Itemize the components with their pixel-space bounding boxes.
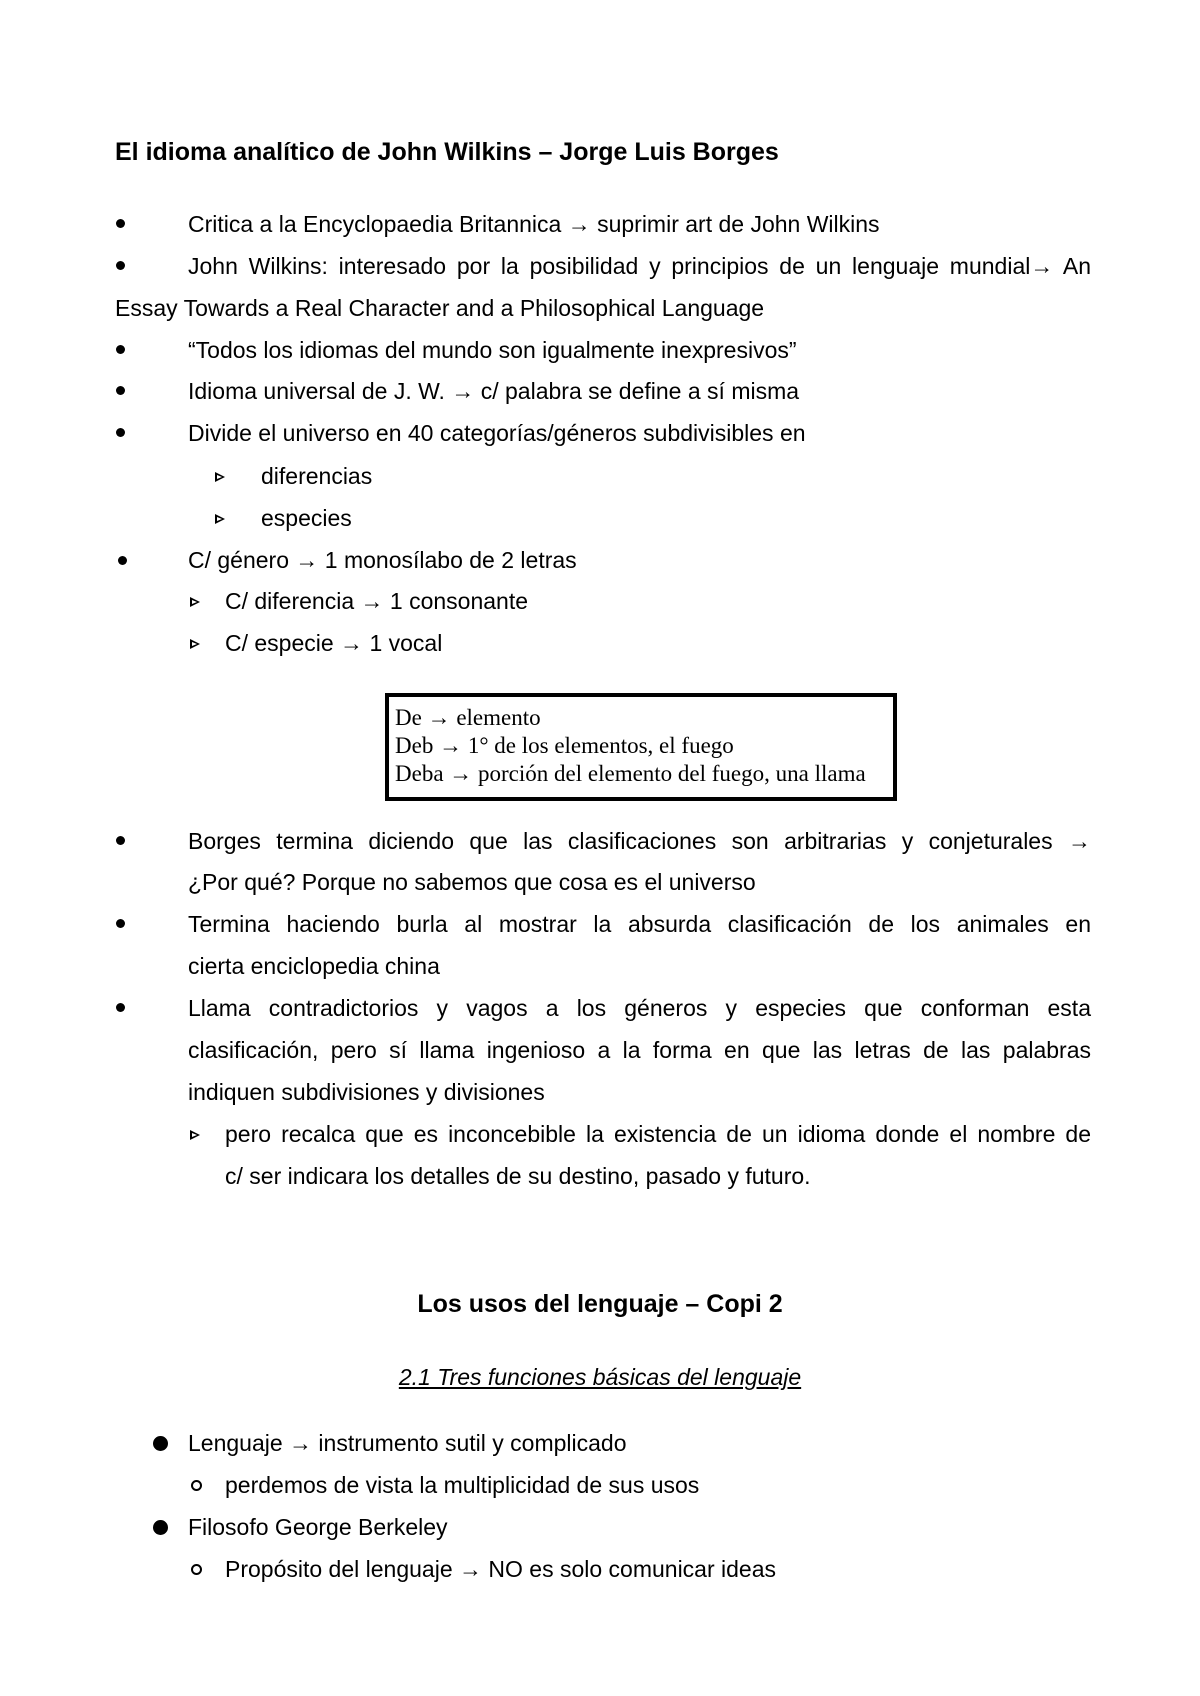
triangle-bullet-icon — [190, 639, 200, 649]
list-item: Termina haciendo burla al mostrar la absurda clasificación de los animales en — [188, 911, 1091, 937]
sub-list-item: Propósito del lenguaje → NO es solo comunicar ideas — [225, 1556, 777, 1582]
box-line: Deba → porción del elemento del fuego, una llama — [395, 761, 866, 786]
list-item: “Todos los idiomas del mundo son igualmente inexpresivos” — [188, 337, 797, 363]
section-title-borges: El idioma analítico de John Wilkins – Jorge Luis Borges — [115, 138, 779, 166]
example-box — [385, 693, 897, 801]
list-item: John Wilkins: interesado por la posibilidad y principios de un lenguaje mundial→ An — [188, 253, 1091, 279]
list-item-continuation: clasificación, pero sí llama ingenioso a la forma en que las letras de las palabras — [188, 1037, 1091, 1063]
bullet-dot — [116, 919, 125, 928]
section-subtitle: 2.1 Tres funciones básicas del lenguaje — [398, 1364, 802, 1390]
triangle-bullet-icon — [190, 597, 200, 607]
bullet-dot — [153, 1436, 168, 1451]
bullet-dot — [116, 1003, 125, 1012]
list-item-continuation: Essay Towards a Real Character and a Philosophical Language — [115, 295, 765, 321]
circle-bullet-icon — [191, 1480, 202, 1491]
sub-list-item: perdemos de vista la multiplicidad de sus usos — [225, 1472, 700, 1498]
box-line: De → elemento — [395, 705, 541, 730]
list-item-continuation: ¿Por qué? Porque no sabemos que cosa es el universo — [188, 869, 756, 895]
list-item: Idioma universal de J. W. → c/ palabra se define a sí misma — [188, 378, 800, 404]
sub-list-item: C/ diferencia → 1 consonante — [225, 588, 529, 614]
list-item: Lenguaje → instrumento sutil y complicado — [188, 1430, 627, 1456]
bullet-dot — [153, 1520, 168, 1535]
list-item-continuation: cierta enciclopedia china — [188, 953, 440, 979]
bullet-dot — [116, 261, 125, 270]
bullet-dot — [118, 556, 127, 565]
triangle-bullet-icon — [215, 514, 225, 524]
list-item: Borges termina diciendo que las clasificaciones son arbitrarias y conjeturales → — [188, 828, 1091, 854]
section-title-copi: Los usos del lenguaje – Copi 2 — [417, 1290, 783, 1318]
list-item: Critica a la Encyclopaedia Britannica → suprimir art de John Wilkins — [188, 211, 880, 237]
sub-list-item: diferencias — [261, 463, 373, 489]
list-item: Llama contradictorios y vagos a los géneros y especies que conforman esta — [188, 995, 1091, 1021]
list-item-continuation: indiquen subdivisiones y divisiones — [188, 1079, 545, 1105]
triangle-bullet-icon — [190, 1130, 200, 1140]
bullet-dot — [116, 386, 125, 395]
sub-list-item: pero recalca que es inconcebible la existencia de un idioma donde el nombre de — [225, 1121, 1091, 1147]
sub-list-item: C/ especie → 1 vocal — [225, 630, 443, 656]
triangle-bullet-icon — [215, 472, 225, 482]
box-line: Deb → 1° de los elementos, el fuego — [395, 733, 734, 758]
bullet-dot — [116, 345, 125, 354]
sub-list-item: especies — [261, 505, 352, 531]
list-item: C/ género → 1 monosílabo de 2 letras — [188, 547, 577, 573]
circle-bullet-icon — [191, 1564, 202, 1575]
list-item: Filosofo George Berkeley — [188, 1514, 448, 1540]
list-item: Divide el universo en 40 categorías/géneros subdivisibles en — [188, 420, 806, 446]
sub-list-item-continuation: c/ ser indicara los detalles de su destino, pasado y futuro. — [225, 1163, 811, 1189]
bullet-dot — [116, 428, 125, 437]
bullet-dot — [116, 836, 125, 845]
bullet-dot — [116, 219, 125, 228]
